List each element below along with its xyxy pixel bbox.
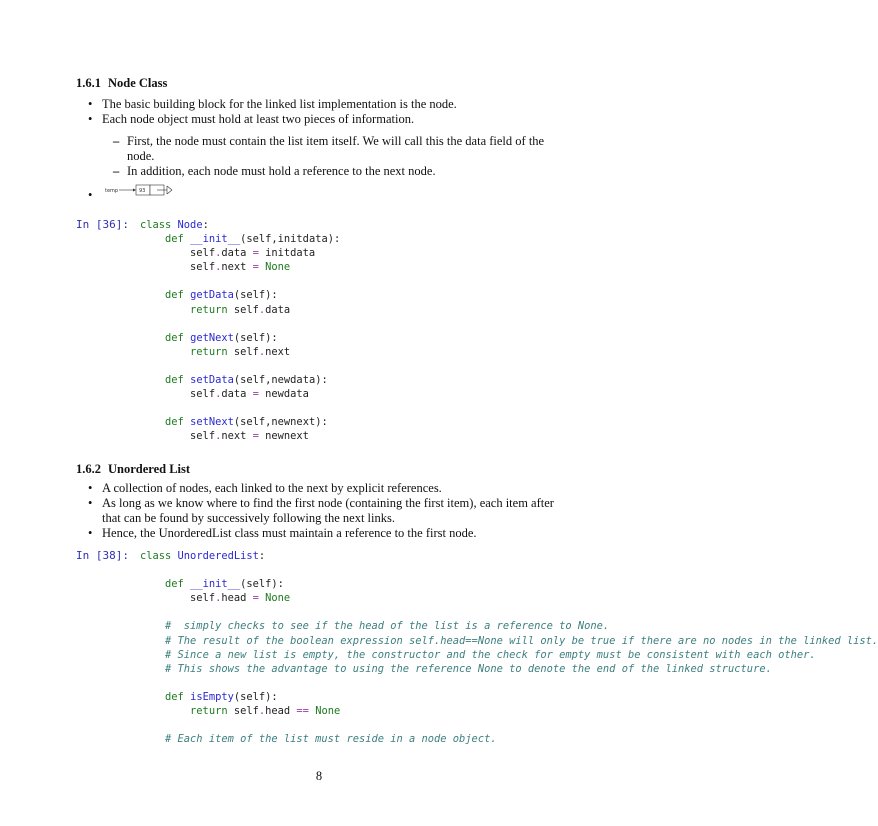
code-cell-unordered-list[interactable] — [140, 549, 878, 746]
bullet-item: • Hence, the UnorderedList class must maintain a reference to the first node. — [88, 526, 574, 541]
code-line: return self.data — [190, 303, 291, 316]
code-line: class UnorderedList: — [140, 550, 266, 562]
code-line: # This shows the advantage to using the reference None to denote the end of the linked structure. — [165, 662, 772, 675]
code-line: def getData(self): — [165, 289, 278, 302]
node-diagram — [102, 184, 182, 198]
code-line: def isEmpty(self): — [165, 690, 278, 703]
code-line: def getNext(self): — [165, 331, 278, 344]
cell-prompt: In [38]: — [76, 549, 129, 562]
bullet-item: • A collection of nodes, each linked to the next by explicit references. — [88, 481, 574, 496]
code-line: return self.head == None — [190, 705, 341, 718]
code-line: # simply checks to see if the head of the list is a reference to None. — [165, 620, 610, 633]
bullet-item: • The basic building block for the linked list implementation is the node. — [88, 97, 574, 112]
diagram-ground-stroke — [167, 190, 172, 194]
diagram-node-value: 93 — [139, 188, 146, 194]
sub-bullet-item: – In addition, each node must hold a reference to the next node. — [113, 164, 563, 179]
section-heading-unordered-list — [76, 462, 190, 477]
section-heading-node-class — [76, 76, 167, 91]
diagram-ref-label: temp — [105, 188, 119, 194]
page-number: 8 — [315, 769, 323, 783]
code-line: class Node: — [140, 219, 209, 231]
code-line: self.data = newdata — [140, 388, 309, 401]
diagram-arrowhead-icon — [133, 189, 136, 192]
section-title: Unordered List — [108, 462, 191, 476]
section-number: 1.6.1 — [76, 76, 101, 90]
section-number: 1.6.2 — [76, 462, 101, 476]
code-line: def setData(self,newdata): — [165, 374, 328, 387]
bullet-list-unordered-list — [88, 481, 574, 541]
code-line: self.next = newnext — [140, 430, 309, 443]
code-line: self.next = None — [140, 261, 291, 274]
section-title: Node Class — [108, 76, 168, 90]
bullet-item: • As long as we know where to find the first node (containing the first item), each item after that can be found by successively following the next links. — [88, 496, 574, 526]
code-line: def __init__(self): — [165, 578, 284, 591]
code-line: # Each item of the list must reside in a node object. — [165, 733, 497, 746]
code-line: def __init__(self,initdata): — [165, 233, 341, 246]
sub-bullet-list — [113, 134, 563, 179]
sub-bullet-item: – First, the node must contain the list item itself. We will call this the data field of the node. — [113, 134, 563, 164]
bullet-list-node-class — [88, 97, 574, 127]
code-line: return self.next — [190, 345, 291, 358]
code-line: # Since a new list is empty, the constructor and the check for empty must be consistent with each other. — [165, 648, 816, 661]
diagram-ground-stroke — [167, 186, 172, 190]
code-line: # The result of the boolean expression self.head==None will only be true if there are no nodes in the linked list. — [165, 634, 878, 647]
code-line: self.data = initdata — [140, 247, 316, 260]
code-cell-node-class[interactable] — [140, 218, 340, 444]
cell-prompt: In [36]: — [76, 218, 129, 231]
code-line: self.head = None — [140, 592, 291, 605]
bullet-item: • Each node object must hold at least two pieces of information. — [88, 112, 574, 127]
code-line: def setNext(self,newnext): — [165, 416, 328, 429]
